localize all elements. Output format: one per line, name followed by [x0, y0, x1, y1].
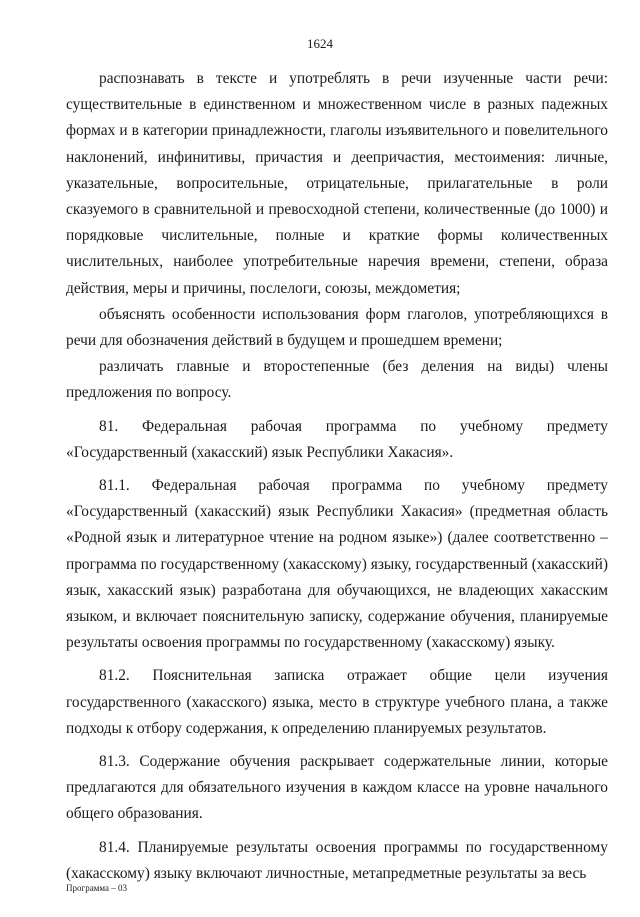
paragraph-verb-forms: объяснять особенности использования форм глаголов, употребляющихся в речи для обозначения действий в будущем и прошедшем времени;	[66, 305, 608, 350]
section-81-4: 81.4. Планируемые результаты освоения программы по государственному (хакасскому) языку включают личностные, метапредметные результаты за весь	[66, 838, 608, 882]
footer-label: Программа – 03	[66, 883, 128, 893]
paragraph-parts-of-speech: распознавать в тексте и употреблять в речи изученные части речи: существительные в единственном и множественном числе в разных падежных формах и в категории принадлежности, глаголы изъявительного и повелительного наклонений, инфинитивы, причастия и деепричастия, местоимения: личные, указательные, вопросительные, отрицательные, прилагательные в роли сказуемого в сравнительной и превосходной степени, количественные (до 1000) и порядковые числительные, полные и краткие формы количественных числительных, наиболее употребительные наречия времени, степени, образа действия, меры и причины, послелоги, союзы, междометия;	[66, 70, 608, 297]
section-81-3: 81.3. Содержание обучения раскрывает содержательные линии, которые предлагаются для обязательного изучения в каждом классе на уровне начального общего образования.	[66, 753, 608, 823]
section-81-2: 81.2. Пояснительная записка отражает общие цели изучения государственного (хакасского) языка, место в структуре учебного плана, а также подходы к отбору содержания, к определению планируемых результатов.	[66, 667, 608, 737]
section-81-1: 81.1. Федеральная рабочая программа по учебному предмету «Государственный (хакасский) язык Республики Хакасия» (предметная область «Родной язык и литературное чтение на родном языке») (далее соответственно – программа по государственному (хакасскому) языку, государственный (хакасский) язык, хакасский язык) разработана для обучающихся, не владеющих хакасским языком, и включает пояснительную записку, содержание обучения, планируемые результаты освоения программы по государственному (хакасскому) языку.	[66, 477, 608, 652]
section-81-heading: 81. Федеральная рабочая программа по учебному предмету «Государственный (хакасский) язык Республики Хакасия».	[66, 417, 608, 461]
page-number: 1624	[307, 36, 333, 51]
paragraph-sentence-members: различать главные и второстепенные (без деления на виды) члены предложения по вопросу.	[66, 358, 608, 402]
document-body	[66, 66, 608, 887]
